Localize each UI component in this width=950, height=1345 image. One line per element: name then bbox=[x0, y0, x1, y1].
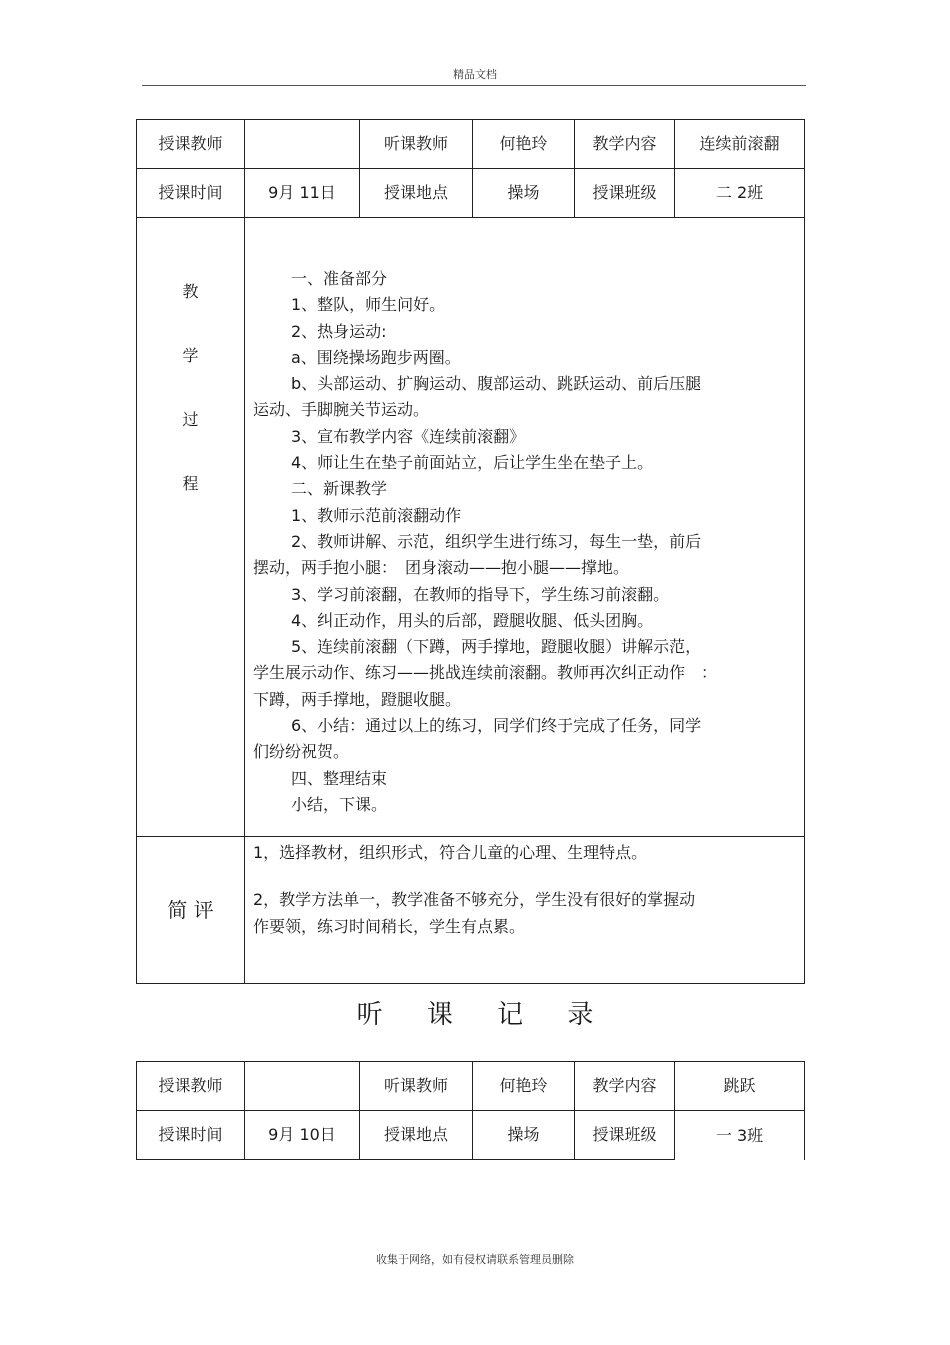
label-observer: 听课教师 bbox=[360, 120, 473, 169]
label-teacher: 授课教师 bbox=[137, 120, 245, 169]
section-title-char: 录 bbox=[567, 1000, 594, 1030]
value-time: 9月 11日 bbox=[245, 169, 360, 218]
process-line: a、围绕操场跑步两圈。 bbox=[291, 347, 461, 367]
value-observer: 何艳玲 bbox=[473, 120, 575, 169]
value-content: 连续前滚翻 bbox=[675, 120, 805, 169]
label-class: 授课班级 bbox=[575, 169, 675, 218]
label-class: 授课班级 bbox=[575, 1111, 675, 1160]
table-row bbox=[137, 169, 805, 218]
process-line: 1、教师示范前滚翻动作 bbox=[291, 505, 462, 525]
process-line: 3、学习前滚翻，在教师的指导下，学生练习前滚翻。 bbox=[291, 584, 670, 604]
process-line: 学生展示动作、练习——挑战连续前滚翻。教师再次纠正动作 ： bbox=[253, 663, 718, 683]
process-line: 下蹲，两手撑地，蹬腿收腿。 bbox=[253, 689, 462, 709]
review-line: 1，选择教材，组织形式，符合儿童的心理、生理特点。 bbox=[253, 843, 648, 862]
process-line: b、头部运动、扩胸运动、腹部运动、跳跃运动、前后压腿 bbox=[291, 374, 702, 394]
process-line: 4、师让生在垫子前面站立，后让学生坐在垫子上。 bbox=[291, 453, 654, 473]
process-line: 2、教师讲解、示范，组织学生进行练习，每生一垫，前后 bbox=[291, 531, 702, 551]
table-row bbox=[137, 218, 805, 837]
process-line: 们纷纷祝贺。 bbox=[253, 742, 350, 762]
label-location: 授课地点 bbox=[360, 169, 473, 218]
header-divider bbox=[142, 85, 806, 86]
process-label-char: 程 bbox=[182, 474, 199, 493]
process-line: 5、连续前滚翻（下蹲，两手撑地，蹬腿收腿）讲解示范， bbox=[291, 637, 702, 657]
value-teacher bbox=[245, 1062, 360, 1111]
process-line: 二、新课教学 bbox=[291, 479, 388, 499]
value-teacher bbox=[245, 120, 360, 169]
process-line: 6、小结：通过以上的练习，同学们终于完成了任务，同学 bbox=[291, 716, 702, 736]
review-line: 2，教学方法单一，教学准备不够充分，学生没有很好的掌握动 bbox=[253, 890, 696, 909]
review-line: 作要领，练习时间稍长，学生有点累。 bbox=[253, 917, 526, 936]
table-row bbox=[137, 837, 805, 984]
section-title-char: 课 bbox=[426, 1000, 453, 1030]
process-line: 1、整队，师生问好。 bbox=[291, 295, 446, 315]
value-class: 一 3班 bbox=[675, 1111, 805, 1160]
process-line: 四、整理结束 bbox=[291, 768, 388, 788]
process-line: 小结，下课。 bbox=[291, 794, 388, 814]
label-teacher: 授课教师 bbox=[137, 1062, 245, 1111]
value-observer: 何艳玲 bbox=[473, 1062, 575, 1111]
process-label-char: 教 bbox=[182, 282, 199, 301]
value-class: 二 2班 bbox=[675, 169, 805, 218]
section-title-char: 记 bbox=[497, 1000, 524, 1030]
process-line: 3、宣布教学内容《连续前滚翻》 bbox=[291, 426, 526, 446]
table-row bbox=[137, 120, 805, 169]
review-content bbox=[245, 837, 805, 984]
process-label bbox=[137, 218, 245, 837]
label-content: 教学内容 bbox=[575, 1062, 675, 1111]
process-label-char: 学 bbox=[182, 346, 199, 365]
label-observer: 听课教师 bbox=[360, 1062, 473, 1111]
process-line: 运动、手脚腕关节运动。 bbox=[253, 400, 430, 420]
process-content bbox=[245, 218, 805, 837]
process-line: 4、纠正动作，用头的后部，蹬腿收腿、低头团胸。 bbox=[291, 610, 654, 630]
value-location: 操场 bbox=[473, 1111, 575, 1160]
label-time: 授课时间 bbox=[137, 169, 245, 218]
label-time: 授课时间 bbox=[137, 1111, 245, 1160]
lesson-record-table-1 bbox=[136, 119, 805, 984]
page-header: 精品文档 bbox=[453, 68, 497, 81]
process-line: 2、热身运动: bbox=[291, 321, 387, 341]
label-content: 教学内容 bbox=[575, 120, 675, 169]
process-line: 摆动，两手抱小腿： 团身滚动——抱小腿——撑地。 bbox=[253, 558, 630, 578]
label-location: 授课地点 bbox=[360, 1111, 473, 1160]
value-content: 跳跃 bbox=[675, 1062, 805, 1111]
process-label-char: 过 bbox=[182, 410, 199, 429]
process-line: 一、准备部分 bbox=[291, 269, 388, 288]
section-title-char: 听 bbox=[356, 1000, 383, 1030]
review-label: 简 评 bbox=[137, 837, 245, 984]
table-row bbox=[137, 1111, 805, 1160]
lesson-record-table-2 bbox=[136, 1061, 805, 1160]
value-location: 操场 bbox=[473, 169, 575, 218]
section-title bbox=[0, 994, 950, 1031]
table-row bbox=[137, 1062, 805, 1111]
page-footer: 收集于网络，如有侵权请联系管理员删除 bbox=[376, 1253, 574, 1266]
value-time: 9月 10日 bbox=[245, 1111, 360, 1160]
